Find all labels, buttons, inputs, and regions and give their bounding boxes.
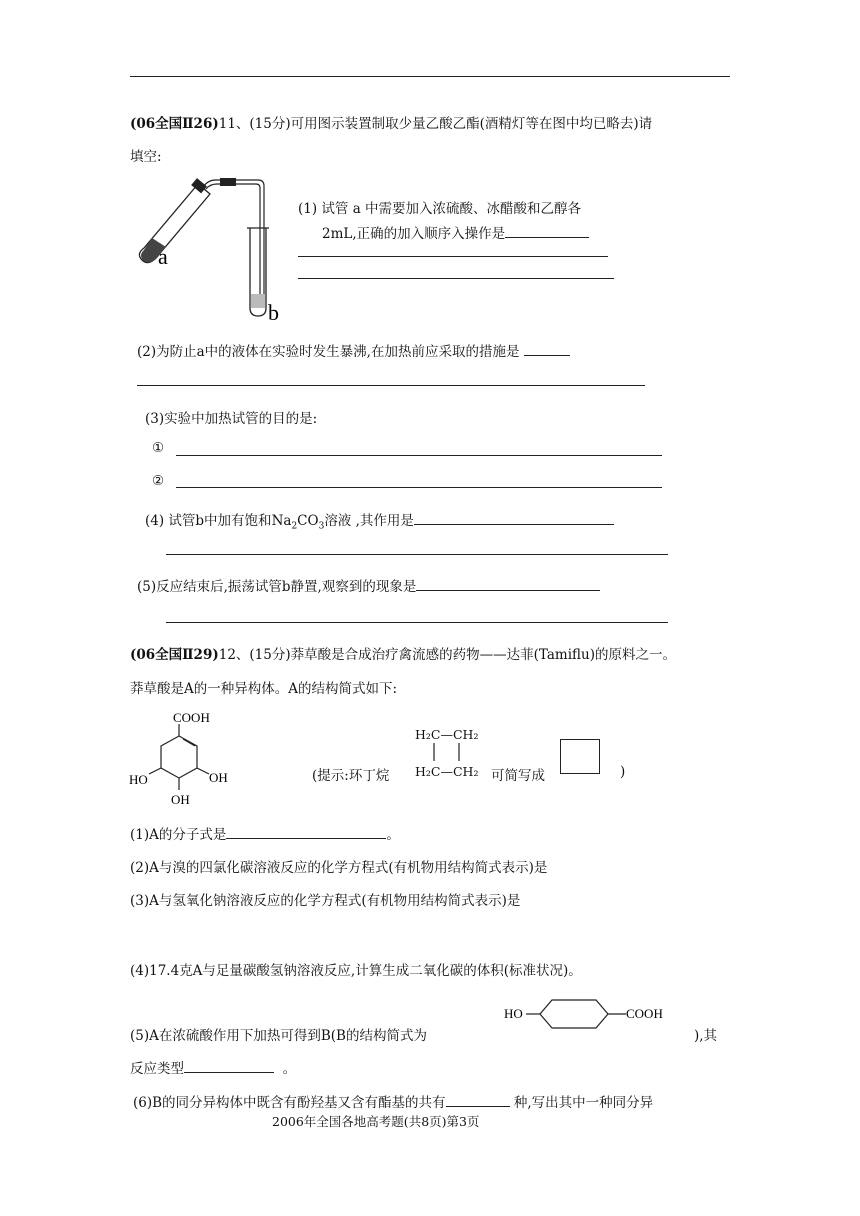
test-tube-b: [247, 228, 269, 316]
q11-intro: 11、(15分)可用图示装置制取少量乙酸乙酯(酒精灯等在图中均已略去)请: [218, 116, 653, 132]
q11-p1-answer-line-2[interactable]: [298, 278, 614, 279]
na2co3-formula: $Na_2CO_3$: [271, 513, 325, 532]
label-b: b: [268, 300, 279, 324]
q12-p1-end: 。: [386, 827, 400, 843]
q12-intro: 12、(15分)莽草酸是合成治疗禽流感的药物——达菲(Tamiflu)的原料之一。: [218, 647, 676, 663]
q12-p5-blank[interactable]: [184, 1060, 274, 1073]
q12-p1-line: [130, 823, 400, 843]
q11-p2-line: [137, 340, 570, 360]
q11-p1-answer-line-1[interactable]: [298, 256, 608, 257]
q11-p3-item1: ①: [152, 440, 165, 456]
q12-p6-post: 种,写出其中一种同分异: [513, 1095, 654, 1111]
q12-source: (06全国Ⅱ29): [130, 647, 219, 663]
hint-mid: 可简写成: [491, 768, 545, 784]
q11-p3: (3)实验中加热试管的目的是:: [145, 411, 318, 427]
page-footer: 2006年全国各地高考题(共8页)第3页: [272, 1114, 480, 1129]
hint-close: ): [620, 764, 626, 780]
label-a: a: [158, 244, 168, 269]
q11-p4-line: [145, 509, 614, 532]
q11-p1-blank[interactable]: [505, 225, 589, 238]
q12-p5-line2-text: 反应类型: [130, 1061, 184, 1077]
q12-p5-line2-end: 。: [282, 1061, 297, 1077]
q11-p1-line2: [322, 222, 589, 242]
q12-p3: (3)A与氢氧化钠溶液反应的化学方程式(有机物用结构简式表示)是: [130, 893, 521, 909]
hint-cyclobutane-bottom: H₂C—CH₂: [415, 764, 479, 779]
q11-p3-answer-2[interactable]: [176, 487, 662, 488]
delivery-tube: [204, 178, 264, 302]
q11-p5-line: [137, 575, 600, 595]
q11-p5-answer-line[interactable]: [166, 622, 668, 623]
q11-p2-answer-line[interactable]: [137, 385, 645, 386]
q12-p1-text: (1)A的分子式是: [130, 827, 227, 843]
q11-p4-pre: (4) 试管b中加有饱和: [145, 513, 272, 529]
q11-p5-blank[interactable]: [416, 578, 600, 591]
q11-source: (06全国Ⅱ26): [130, 116, 219, 132]
q12-p6-line: [133, 1091, 653, 1111]
struct-b-ho: HO: [504, 1006, 523, 1021]
q11-p4-blank[interactable]: [414, 512, 614, 525]
q12-p6-pre: (6)B的同分异构体中既含有酚羟基又含有酯基的共有: [133, 1095, 446, 1111]
q11-p3-item2: ②: [152, 473, 165, 489]
q12-p5-post: ),其: [694, 1028, 718, 1044]
cyclobutane-bonds: [428, 743, 468, 763]
q11-p1-text: 2mL,正确的加入顺序入操作是: [322, 226, 506, 242]
hint-pre: (提示:环丁烷: [312, 768, 390, 784]
q11-p4-answer-line[interactable]: [166, 554, 668, 555]
q12-intro-cont: 莽草酸是A的一种异构体。A的结构简式如下:: [130, 681, 398, 697]
header-rule: [130, 76, 730, 77]
struct-b-cooh: COOH: [626, 1006, 663, 1021]
q11-p2-blank[interactable]: [524, 343, 570, 356]
q12-p5-line2: [130, 1057, 296, 1077]
structure-b-diagram: [500, 998, 680, 1040]
q11-p2-text: (2)为防止a中的液体在实验时发生暴沸,在加热前应采取的措施是: [137, 344, 520, 360]
structure-a-diagram: [125, 706, 245, 810]
struct-cooh: COOH: [173, 710, 210, 725]
q11-p3-answer-1[interactable]: [176, 455, 662, 456]
hint-cyclobutane-top: H₂C—CH₂: [415, 727, 479, 742]
q12-p2: (2)A与溴的四氯化碳溶液反应的化学方程式(有机物用结构简式表示)是: [130, 860, 548, 876]
struct-oh-bottom: OH: [171, 792, 190, 807]
q12-p1-blank[interactable]: [226, 826, 386, 839]
q11-p4-post: 溶液 ,其作用是: [324, 513, 414, 529]
q12-intro-line: [130, 643, 676, 663]
q12-p5-pre: (5)A在浓硫酸作用下加热可得到B(B的结构简式为: [130, 1028, 427, 1044]
struct-oh-right: OH: [209, 770, 228, 785]
q11-intro-line: [130, 112, 652, 132]
square-symbol: [560, 739, 600, 774]
q12-p4: (4)17.4克A与足量碳酸氢钠溶液反应,计算生成二氧化碳的体积(标准状况)。: [130, 963, 582, 979]
q11-intro-cont: 填空:: [130, 149, 162, 165]
q11-p1-line1: (1) 试管 a 中需要加入浓硫酸、冰醋酸和乙醇各: [298, 201, 582, 217]
test-tube-a: [139, 178, 210, 262]
q11-p5-text: (5)反应结束后,振荡试管b静置,观察到的现象是: [137, 579, 417, 595]
struct-ho: HO: [129, 772, 148, 787]
q12-p6-blank[interactable]: [446, 1094, 510, 1107]
apparatus-diagram: [130, 172, 300, 324]
